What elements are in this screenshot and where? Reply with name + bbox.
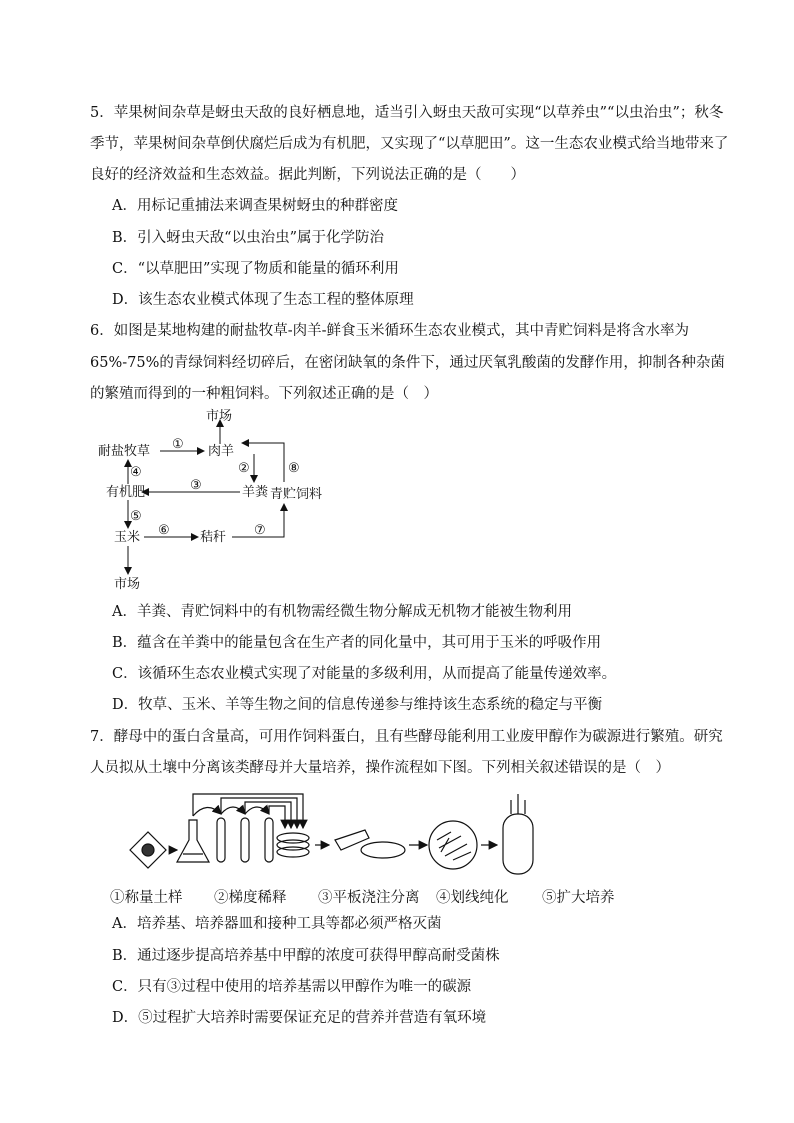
label-1: ① bbox=[172, 437, 184, 452]
transfer-line-4 bbox=[269, 806, 285, 828]
label-2: ② bbox=[238, 461, 250, 476]
q7-option-a: A．培养基、培养器皿和接种工具等都必须严格灭菌 bbox=[112, 916, 442, 932]
q5-stem-line-2: 季节，苹果树间杂草倒伏腐烂后成为有机肥，又实现了“以草肥田”。这一生态农业模式给当地带来了 bbox=[90, 136, 729, 152]
label-5: ⑤ bbox=[130, 509, 142, 524]
node-market-bottom: 市场 bbox=[114, 577, 141, 592]
q7-option-b: B．通过逐步提高培养基中甲醇的浓度可获得甲醇高耐受菌株 bbox=[112, 948, 500, 964]
step-label-1: ①称量土样 bbox=[110, 890, 183, 906]
node-sheep: 肉羊 bbox=[208, 444, 235, 459]
q6-option-a: A．羊粪、青贮饲料中的有机物需经微生物分解成无机物才能被生物利用 bbox=[112, 604, 572, 620]
node-grass: 耐盐牧草 bbox=[98, 444, 151, 459]
farm-cycle-diagram bbox=[92, 408, 342, 593]
step-label-5: ⑤扩大培养 bbox=[542, 890, 615, 906]
flask-icon bbox=[177, 820, 209, 862]
q6-option-b: B．蕴含在羊粪中的能量包含在生产者的同化量中，其可用于玉米的呼吸作用 bbox=[112, 635, 602, 651]
farm-cycle-svg bbox=[92, 408, 342, 593]
q7-stem-line-2: 人员拟从土壤中分离该类酵母并大量培养，操作流程如下图。下列相关叙述错误的是（ ） bbox=[90, 760, 670, 776]
label-8: ⑧ bbox=[288, 461, 300, 476]
node-corn: 玉米 bbox=[114, 530, 141, 545]
transfer-arc-2 bbox=[221, 807, 245, 814]
node-market-top: 市场 bbox=[206, 409, 233, 424]
q5-stem-line-3: 良好的经济效益和生态效益。据此判断，下列说法正确的是（ ） bbox=[90, 167, 525, 183]
q5-option-c: C．“以草肥田”实现了物质和能量的循环利用 bbox=[112, 261, 399, 277]
transfer-arc-1 bbox=[193, 807, 221, 816]
step-label-2: ②梯度稀释 bbox=[214, 890, 287, 906]
step-label-3: ③平板浇注分离 bbox=[318, 890, 420, 906]
node-silage: 青贮饲料 bbox=[270, 487, 323, 502]
q5-stem-line-1: 5．苹果树间杂草是蚜虫天敌的良好栖息地，适当引入蚜虫天敌可实现“以草养虫”“以虫治虫”；秋冬 bbox=[90, 105, 724, 121]
streak-plate-icon bbox=[429, 821, 477, 869]
step-label-4: ④划线纯化 bbox=[436, 890, 509, 906]
q6-stem-line-1: 6．如图是某地构建的耐盐牧草-肉羊-鲜食玉米循环生态农业模式，其中青贮饲料是将含水率为 bbox=[90, 323, 690, 339]
label-7: ⑦ bbox=[254, 523, 266, 538]
label-4: ④ bbox=[130, 465, 142, 480]
soil-sample-icon bbox=[142, 844, 154, 856]
q5-option-d: D．该生态农业模式体现了生态工程的整体原理 bbox=[112, 292, 414, 308]
q5-option-b: B．引入蚜虫天敌“以虫治虫”属于化学防治 bbox=[112, 230, 384, 246]
step-labels-row bbox=[110, 886, 710, 906]
fermenter-icon bbox=[503, 814, 533, 874]
transfer-arc-3 bbox=[245, 807, 269, 814]
pouring-tube-icon bbox=[335, 830, 369, 850]
test-tube-3-icon bbox=[265, 818, 273, 862]
streak-lines-icon bbox=[437, 832, 471, 860]
q5-option-a: A．用标记重捕法来调查果树蚜虫的种群密度 bbox=[112, 198, 398, 214]
q6-option-c: C．该循环生态农业模式实现了对能量的多级利用，从而提高了能量传递效率。 bbox=[112, 666, 617, 682]
label-3: ③ bbox=[190, 478, 202, 493]
node-organic-fertilizer: 有机肥 bbox=[106, 485, 146, 500]
label-6: ⑥ bbox=[158, 523, 170, 538]
test-tube-1-icon bbox=[217, 818, 225, 862]
petri-dish-icon bbox=[361, 842, 405, 858]
q6-stem-line-2: 65%-75%的青绿饲料经切碎后，在密闭缺氧的条件下，通过厌氧乳酸菌的发酵作用，抑制各种杂菌 bbox=[90, 355, 725, 371]
q7-stem-line-1: 7．酵母中的蛋白含量高，可用作饲料蛋白，且有些酵母能利用工业废甲醇作为碳源进行繁殖。研究 bbox=[90, 729, 723, 745]
q7-option-c: C．只有③过程中使用的培养基需以甲醇作为唯一的碳源 bbox=[112, 979, 472, 995]
plate-stack-3-icon bbox=[277, 847, 309, 857]
q6-option-d: D．牧草、玉米、羊等生物之间的信息传递参与维持该生态系统的稳定与平衡 bbox=[112, 697, 603, 713]
test-tube-2-icon bbox=[241, 818, 249, 862]
node-sheep-dung: 羊粪 bbox=[242, 485, 269, 500]
q7-option-d: D．⑤过程扩大培养时需要保证充足的营养并营造有氧环境 bbox=[112, 1010, 487, 1026]
node-straw: 秸秆 bbox=[200, 530, 227, 545]
q6-stem-line-3: 的繁殖而得到的一种粗饲料。下列叙述正确的是（ ） bbox=[90, 386, 438, 402]
